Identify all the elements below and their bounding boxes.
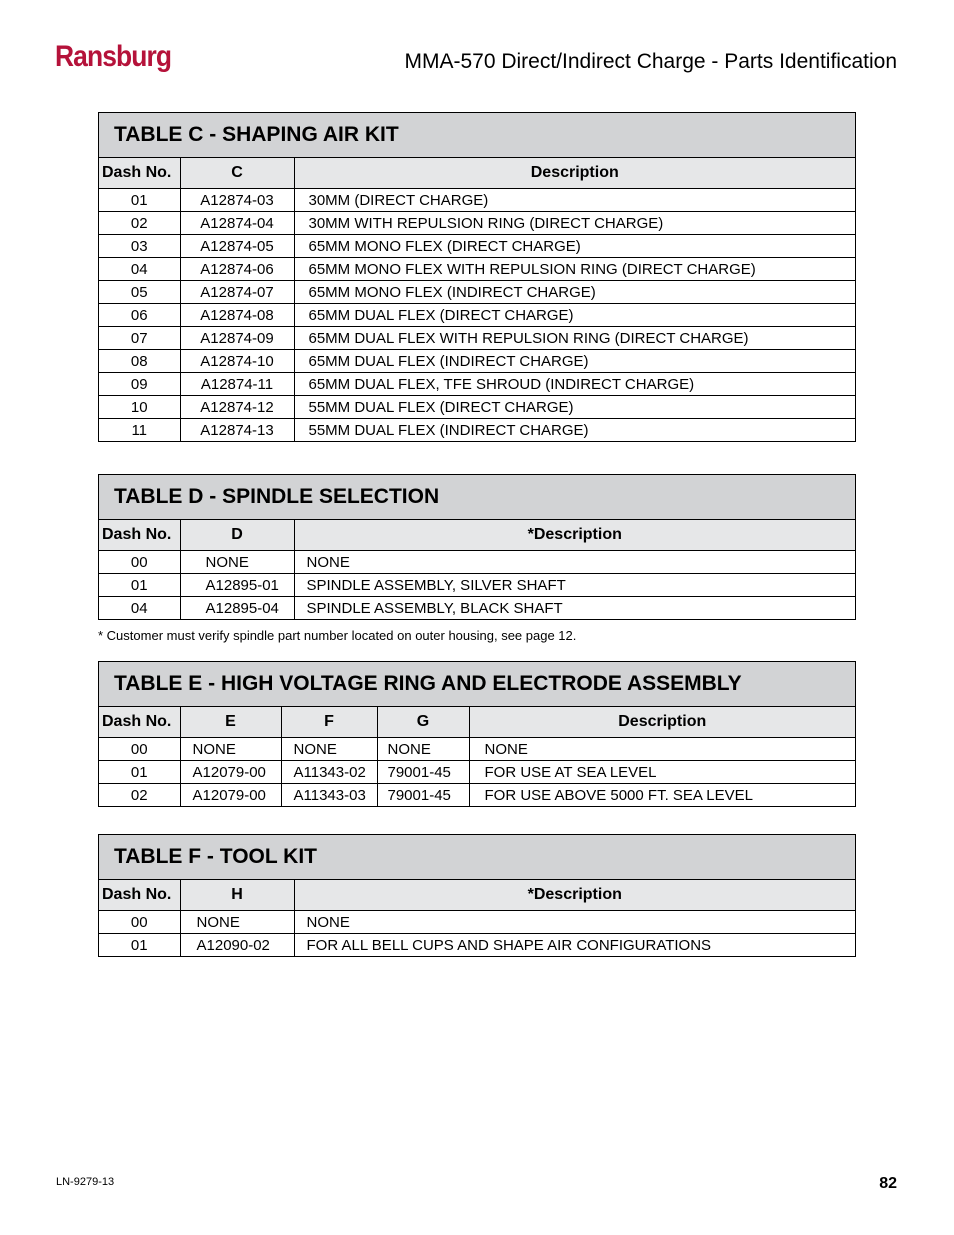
table-cell: 79001-45 xyxy=(377,784,469,807)
table-cell: 00 xyxy=(99,738,180,761)
table-cell: 01 xyxy=(99,189,180,212)
table-cell: 10 xyxy=(99,396,180,419)
page-number: 82 xyxy=(879,1175,897,1192)
table-cell: FOR USE AT SEA LEVEL xyxy=(469,761,855,784)
table-cell: 02 xyxy=(99,212,180,235)
table-cell: A12895-04 xyxy=(180,597,294,620)
table-d-grid xyxy=(99,520,855,619)
table-cell: SPINDLE ASSEMBLY, SILVER SHAFT xyxy=(294,574,855,597)
table-cell: 00 xyxy=(99,551,180,574)
table-cell: A12895-01 xyxy=(180,574,294,597)
table-e-grid xyxy=(99,707,855,806)
brand-logo: Ransburg xyxy=(55,40,172,73)
table-cell: 06 xyxy=(99,304,180,327)
table-cell: 01 xyxy=(99,574,180,597)
table-c xyxy=(98,112,856,442)
table-cell: A12874-11 xyxy=(180,373,294,396)
table-f-header-description: *Description xyxy=(294,880,855,911)
table-row xyxy=(99,784,855,807)
table-cell: A11343-03 xyxy=(281,784,377,807)
table-cell: A12874-05 xyxy=(180,235,294,258)
table-row xyxy=(99,189,855,212)
document-title: MMA-570 Direct/Indirect Charge - Parts Identification xyxy=(404,50,897,73)
table-d xyxy=(98,474,856,620)
table-cell: 01 xyxy=(99,761,180,784)
table-cell: A12874-10 xyxy=(180,350,294,373)
table-cell: A12874-09 xyxy=(180,327,294,350)
table-row xyxy=(99,235,855,258)
table-cell: 04 xyxy=(99,258,180,281)
table-d-header-d: D xyxy=(180,520,294,551)
table-row xyxy=(99,597,855,620)
table-row xyxy=(99,738,855,761)
table-cell: 65MM MONO FLEX (INDIRECT CHARGE) xyxy=(294,281,855,304)
table-cell: A12079-00 xyxy=(180,784,281,807)
table-row xyxy=(99,419,855,442)
table-cell: A12874-03 xyxy=(180,189,294,212)
table-row xyxy=(99,934,855,957)
table-row xyxy=(99,258,855,281)
table-c-grid xyxy=(99,158,855,441)
table-e-header-g: G xyxy=(377,707,469,738)
table-cell: 01 xyxy=(99,934,180,957)
table-f-header-dash: Dash No. xyxy=(99,880,180,911)
table-cell: A12874-07 xyxy=(180,281,294,304)
table-f xyxy=(98,834,856,957)
table-c-header-c: C xyxy=(180,158,294,189)
table-c-header-dash: Dash No. xyxy=(99,158,180,189)
table-cell: NONE xyxy=(294,551,855,574)
table-f-grid xyxy=(99,880,855,956)
table-cell: 04 xyxy=(99,597,180,620)
table-cell: NONE xyxy=(281,738,377,761)
table-cell: A12874-04 xyxy=(180,212,294,235)
table-d-header-dash: Dash No. xyxy=(99,520,180,551)
table-cell: A12874-06 xyxy=(180,258,294,281)
table-row xyxy=(99,281,855,304)
table-row xyxy=(99,551,855,574)
table-row xyxy=(99,350,855,373)
table-row xyxy=(99,304,855,327)
table-cell: 65MM DUAL FLEX WITH REPULSION RING (DIRECT CHARGE) xyxy=(294,327,855,350)
table-cell: 55MM DUAL FLEX (DIRECT CHARGE) xyxy=(294,396,855,419)
table-d-footnote: * Customer must verify spindle part number located on outer housing, see page 12. xyxy=(98,628,577,643)
table-e-header-dash: Dash No. xyxy=(99,707,180,738)
doc-number: LN-9279-13 xyxy=(56,1176,115,1188)
table-cell: FOR USE ABOVE 5000 FT. SEA LEVEL xyxy=(469,784,855,807)
table-c-title: TABLE C - SHAPING AIR KIT xyxy=(99,113,855,158)
table-cell: 02 xyxy=(99,784,180,807)
table-c-header-description: Description xyxy=(294,158,855,189)
table-row xyxy=(99,327,855,350)
table-cell: 65MM MONO FLEX WITH REPULSION RING (DIRECT CHARGE) xyxy=(294,258,855,281)
table-cell: NONE xyxy=(294,911,855,934)
table-cell: 55MM DUAL FLEX (INDIRECT CHARGE) xyxy=(294,419,855,442)
table-cell: 65MM DUAL FLEX (DIRECT CHARGE) xyxy=(294,304,855,327)
table-e xyxy=(98,661,856,807)
table-cell: 65MM DUAL FLEX (INDIRECT CHARGE) xyxy=(294,350,855,373)
table-cell: 03 xyxy=(99,235,180,258)
table-cell: NONE xyxy=(180,551,294,574)
table-f-header-h: H xyxy=(180,880,294,911)
table-cell: 30MM WITH REPULSION RING (DIRECT CHARGE) xyxy=(294,212,855,235)
table-cell: 09 xyxy=(99,373,180,396)
table-cell: 08 xyxy=(99,350,180,373)
table-d-header-description: *Description xyxy=(294,520,855,551)
table-row xyxy=(99,373,855,396)
table-cell: NONE xyxy=(377,738,469,761)
table-cell: A12874-12 xyxy=(180,396,294,419)
table-e-header-e: E xyxy=(180,707,281,738)
table-cell: 65MM DUAL FLEX, TFE SHROUD (INDIRECT CHARGE) xyxy=(294,373,855,396)
table-row xyxy=(99,911,855,934)
table-cell: A11343-02 xyxy=(281,761,377,784)
table-cell: A12090-02 xyxy=(180,934,294,957)
table-e-header-f: F xyxy=(281,707,377,738)
table-row xyxy=(99,396,855,419)
table-e-title: TABLE E - HIGH VOLTAGE RING AND ELECTRODE ASSEMBLY xyxy=(99,662,855,707)
table-row xyxy=(99,761,855,784)
table-cell: SPINDLE ASSEMBLY, BLACK SHAFT xyxy=(294,597,855,620)
table-cell: FOR ALL BELL CUPS AND SHAPE AIR CONFIGURATIONS xyxy=(294,934,855,957)
table-row xyxy=(99,212,855,235)
table-cell: NONE xyxy=(469,738,855,761)
table-d-title: TABLE D - SPINDLE SELECTION xyxy=(99,475,855,520)
table-cell: A12874-13 xyxy=(180,419,294,442)
table-cell: 79001-45 xyxy=(377,761,469,784)
table-cell: A12079-00 xyxy=(180,761,281,784)
table-cell: 07 xyxy=(99,327,180,350)
table-cell: A12874-08 xyxy=(180,304,294,327)
table-cell: 65MM MONO FLEX (DIRECT CHARGE) xyxy=(294,235,855,258)
table-f-title: TABLE F - TOOL KIT xyxy=(99,835,855,880)
table-cell: 00 xyxy=(99,911,180,934)
table-cell: 11 xyxy=(99,419,180,442)
table-row xyxy=(99,574,855,597)
table-cell: 30MM (DIRECT CHARGE) xyxy=(294,189,855,212)
table-cell: NONE xyxy=(180,738,281,761)
table-cell: 05 xyxy=(99,281,180,304)
table-e-header-description: Description xyxy=(469,707,855,738)
table-cell: NONE xyxy=(180,911,294,934)
